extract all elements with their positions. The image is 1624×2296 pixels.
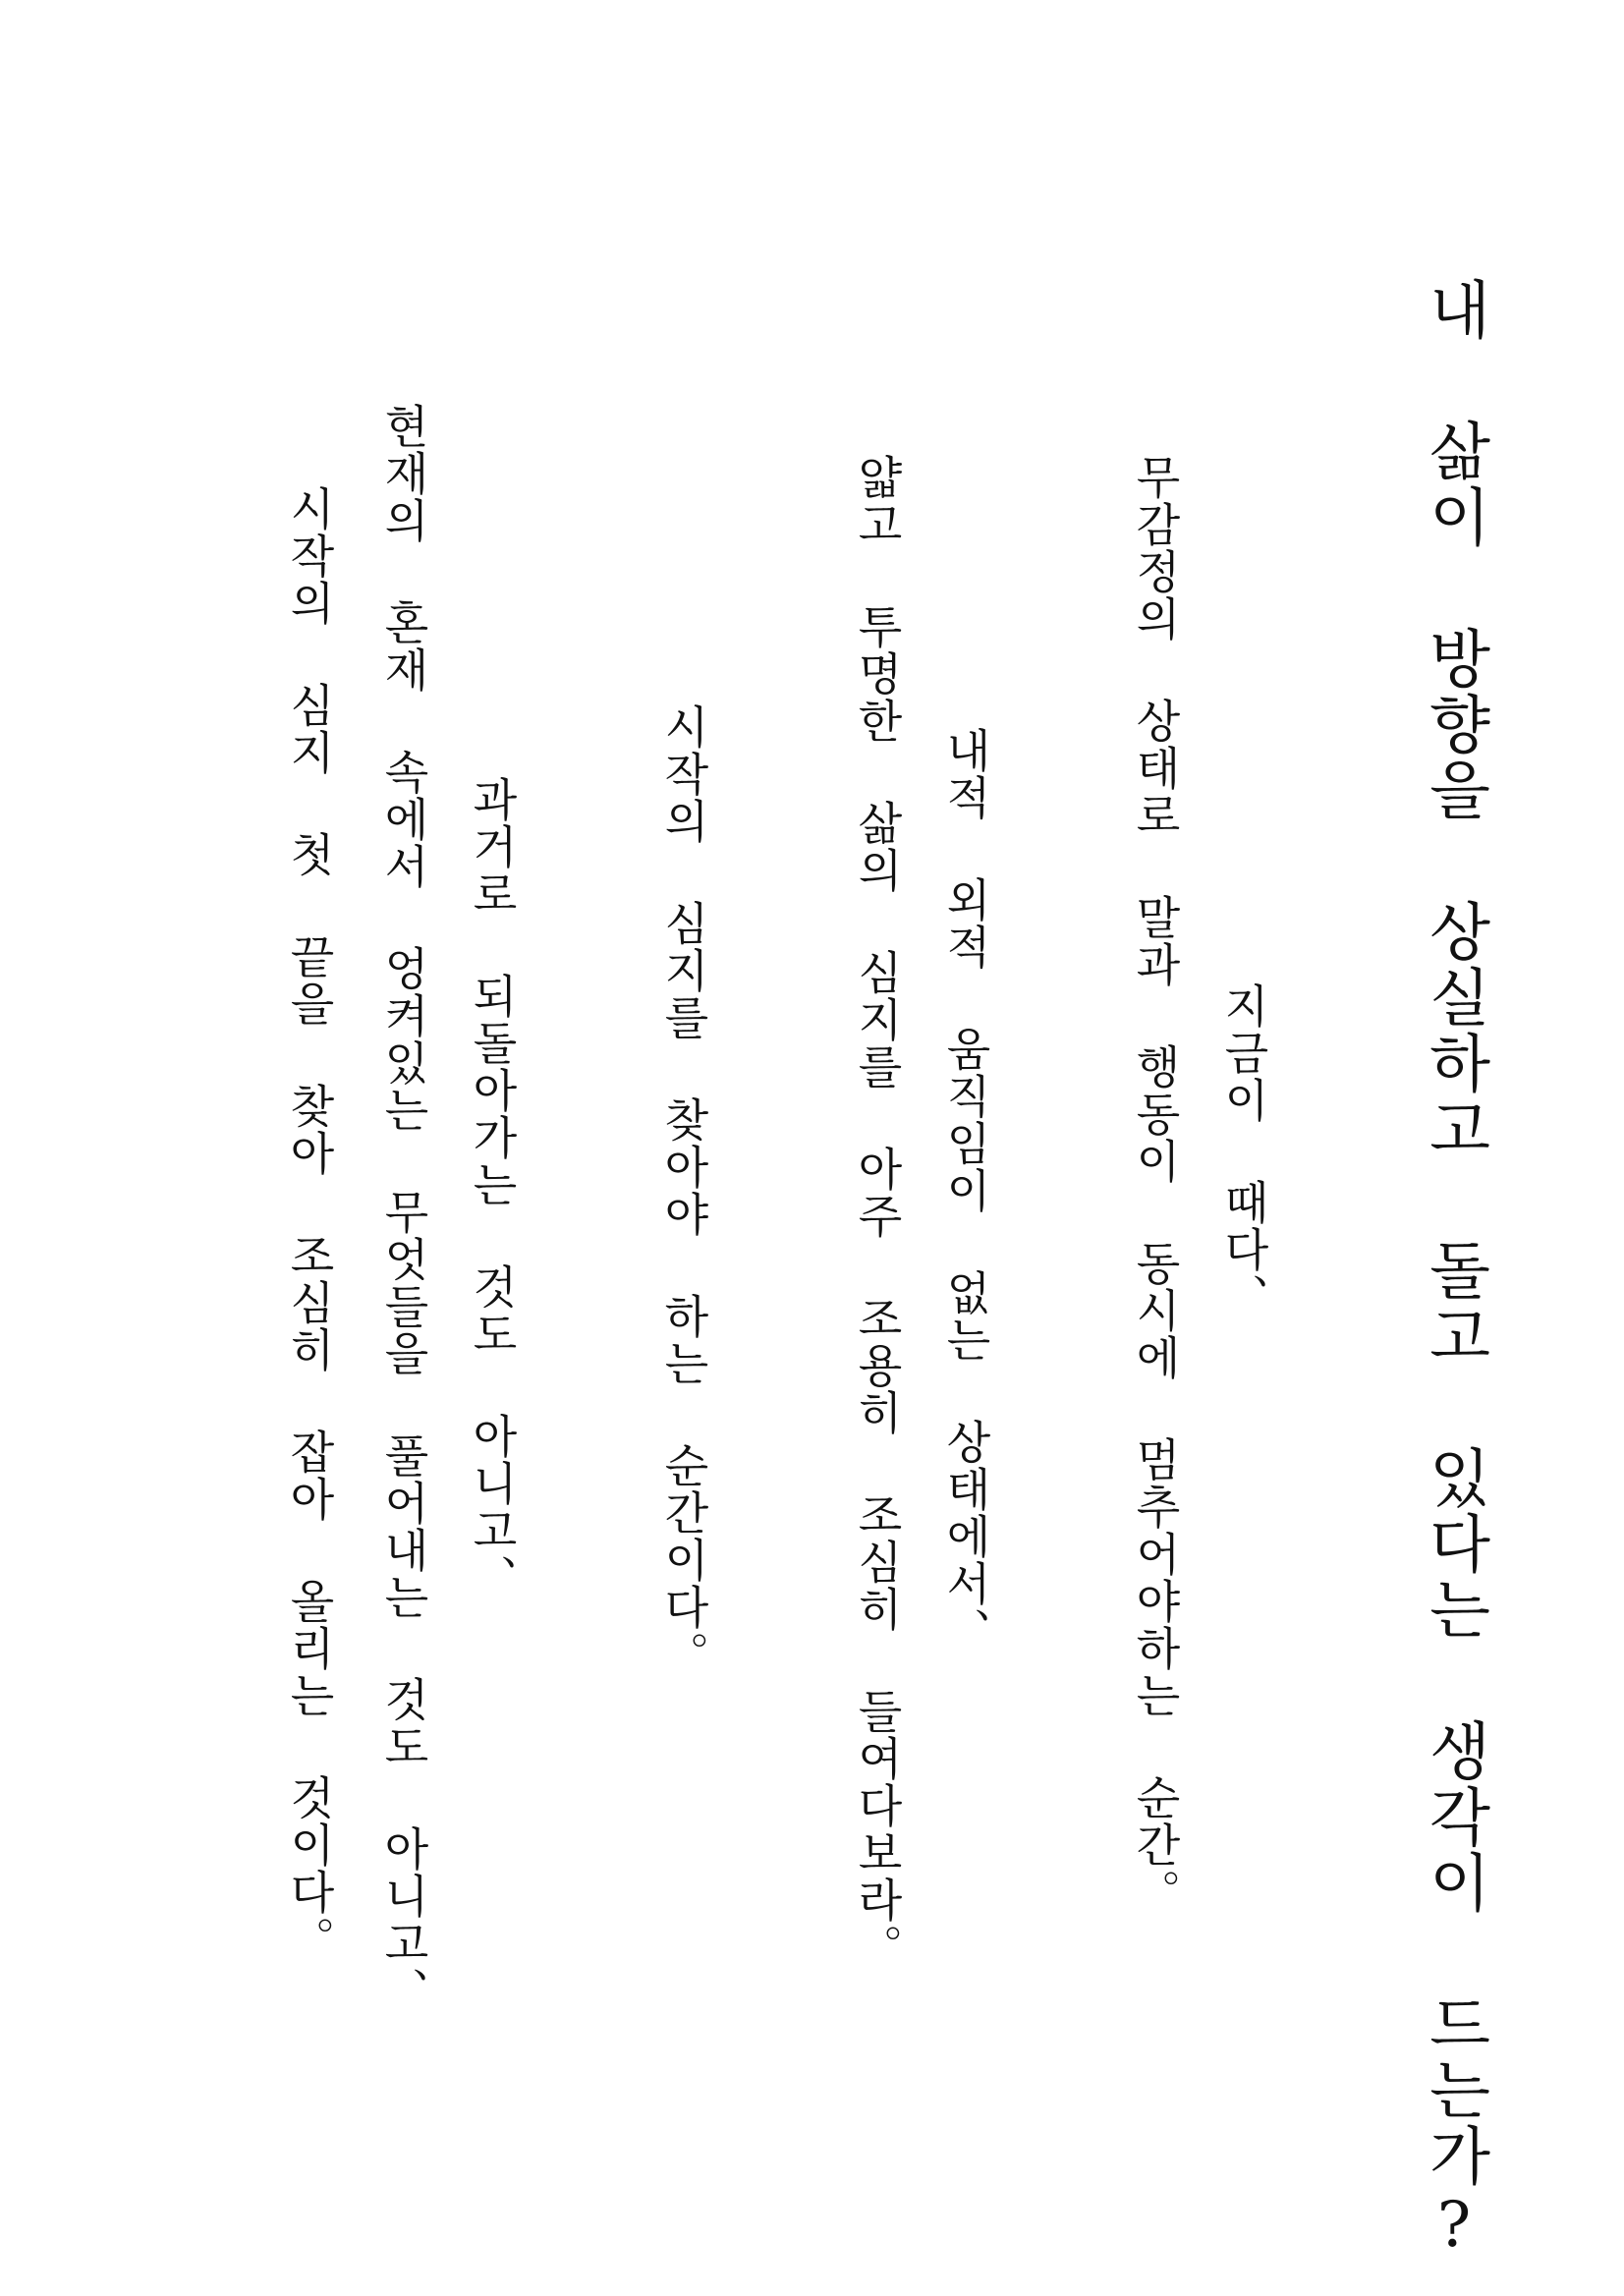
poem-title: 내 삶이 방향을 상실하고 돌고 있다는 생각이 드는가? <box>1418 277 1490 2265</box>
poem-line-7: 현재의 혼재 속에서 엉켜있는 무엇들을 풀어내는 것도 아니고、 <box>377 403 430 2014</box>
poem-line-3: 내적 외적 움직임이 없는 상태에서、 <box>939 727 992 1654</box>
poem-line-4: 얇고 투명한 삶의 심지를 아주 조용히 조심히 들여다보라。 <box>851 454 904 1971</box>
poem-line-8: 시작의 심지 첫 끝을 찾아 조심히 잡아 올리는 것이다。 <box>283 485 336 1963</box>
poem-line-1: 지금이 때다、 <box>1217 982 1270 1320</box>
poem-line-2: 무감정의 상태로 말과 행동이 동시에 멈추어야하는 순간。 <box>1129 454 1182 1916</box>
poem-line-5: 시작의 심지를 찾아야 하는 순간이다。 <box>657 703 710 1678</box>
poem-line-6: 과거로 되돌아가는 것도 아니고、 <box>466 776 519 1601</box>
